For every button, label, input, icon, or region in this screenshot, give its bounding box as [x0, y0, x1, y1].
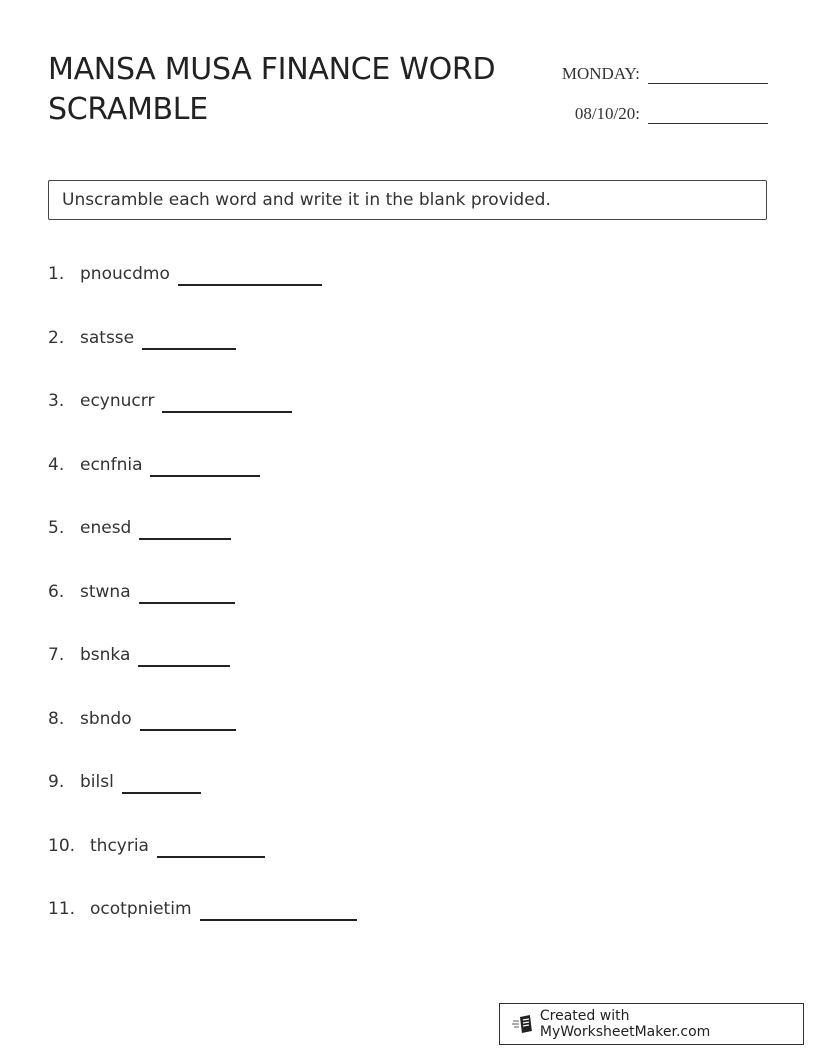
answer-blank[interactable] [157, 834, 265, 858]
list-item [48, 707, 548, 771]
scramble-list [48, 262, 548, 961]
list-item [48, 770, 548, 834]
scrambled-word: bsnka [80, 645, 131, 665]
item-number: 11. [48, 899, 76, 919]
answer-blank[interactable] [150, 453, 260, 477]
date-blank[interactable] [648, 101, 768, 124]
item-number: 6. [48, 581, 65, 602]
instructions-box: Unscramble each word and write it in the blank provided. [48, 180, 767, 220]
item-number: 7. [48, 645, 65, 665]
item-number: 4. [48, 454, 65, 475]
item-number: 1. [48, 264, 65, 284]
list-item [48, 389, 548, 453]
date-label: 08/10/20: [574, 104, 640, 123]
item-number: 2. [48, 327, 65, 348]
list-item [48, 643, 548, 707]
scrambled-word: satsse [80, 327, 135, 348]
list-item [48, 262, 548, 326]
date-field [528, 92, 768, 124]
list-item [48, 834, 548, 898]
scrambled-word: bilsl [80, 772, 114, 792]
worksheet-logo-icon [512, 1014, 534, 1034]
item-number: 9. [48, 772, 65, 792]
answer-blank[interactable] [142, 326, 236, 350]
scrambled-word: ocotpnietim [90, 899, 192, 919]
answer-blank[interactable] [140, 707, 236, 731]
answer-blank[interactable] [139, 516, 231, 540]
list-item [48, 326, 548, 390]
item-number: 3. [48, 391, 65, 411]
answer-blank[interactable] [200, 897, 357, 921]
list-item [48, 453, 548, 517]
scrambled-word: ecynucrr [80, 391, 155, 411]
scrambled-word: pnoucdmo [80, 264, 170, 284]
day-label: MONDAY: [561, 64, 640, 83]
answer-blank[interactable] [162, 389, 292, 413]
scrambled-word: thcyria [90, 835, 149, 856]
footer-text: Created with MyWorksheetMaker.com [539, 1008, 711, 1040]
answer-blank[interactable] [178, 262, 322, 286]
day-blank[interactable] [648, 61, 768, 84]
item-number: 10. [48, 835, 76, 856]
footer-credit[interactable] [499, 1003, 804, 1045]
list-item [48, 516, 548, 580]
item-number: 5. [48, 518, 65, 538]
header-fields [528, 52, 768, 132]
day-field [528, 52, 768, 84]
scrambled-word: sbndo [80, 708, 132, 729]
scrambled-word: enesd [80, 518, 132, 538]
item-number: 8. [48, 708, 65, 729]
list-item [48, 580, 548, 644]
scrambled-word: stwna [80, 581, 131, 602]
answer-blank[interactable] [138, 643, 230, 667]
answer-blank[interactable] [122, 770, 201, 794]
answer-blank[interactable] [139, 580, 235, 604]
scrambled-word: ecnfnia [80, 454, 143, 475]
worksheet-title: MANSA MUSA FINANCE WORD SCRAMBLE [48, 52, 496, 127]
list-item [48, 897, 548, 961]
